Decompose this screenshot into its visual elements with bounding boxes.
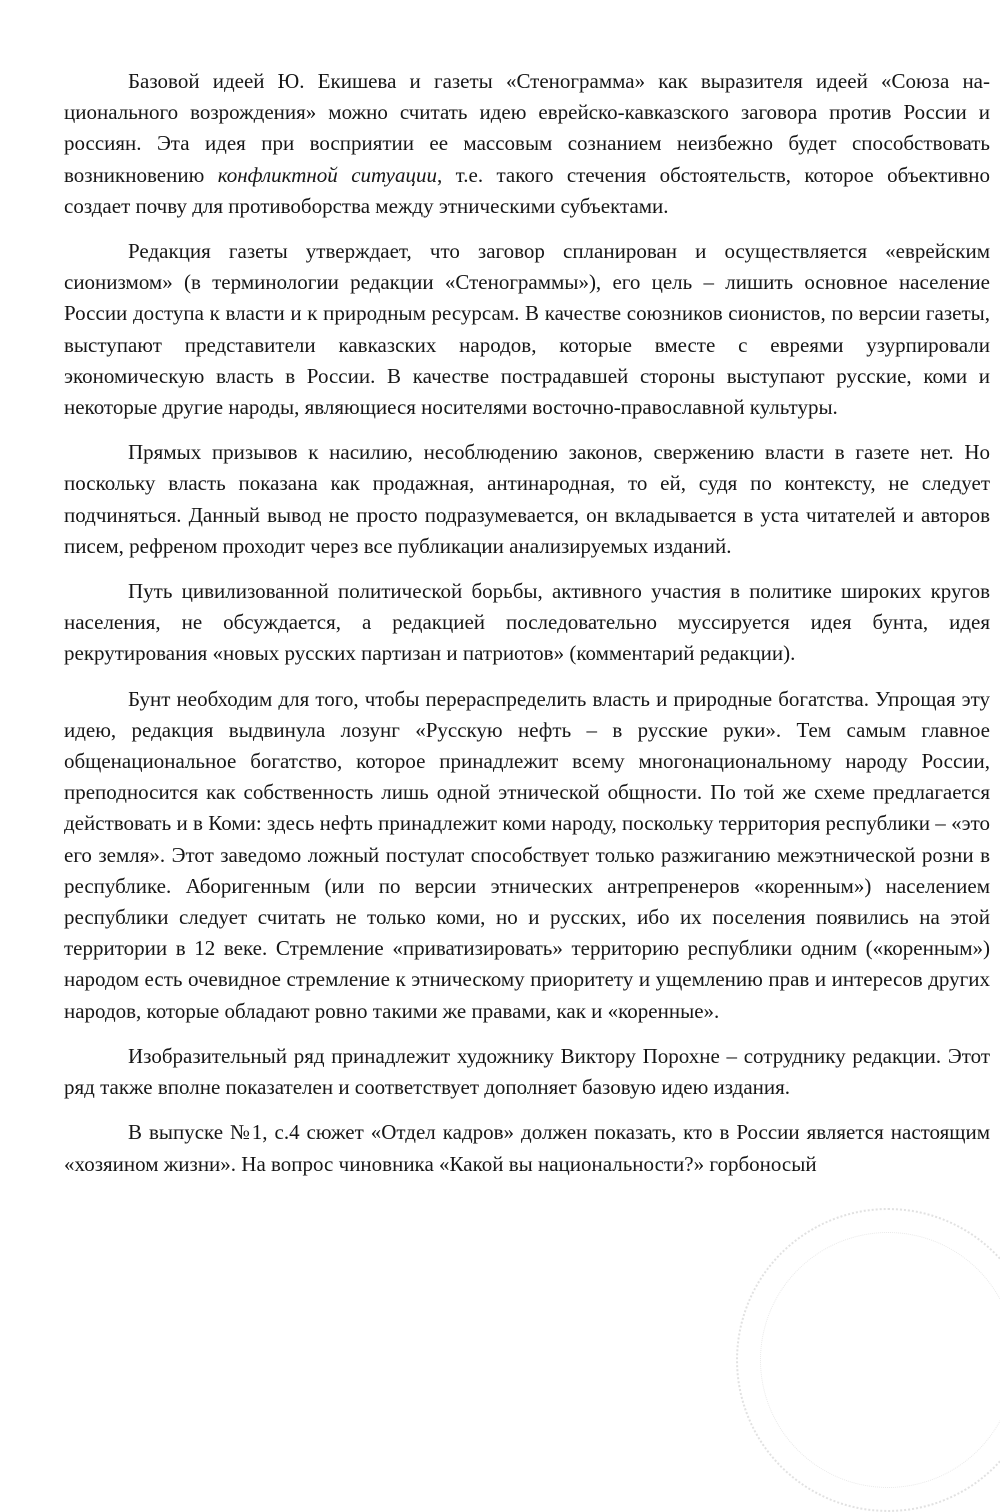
paragraph-3: Прямых призывов к насилию, несоблюдению законов, свержению власти в газете нет. Но поскольку власть показана как продажная, антинародная, то ей, судя по контексту, не следует подчиняться. Данный вывод не просто подразумевается, он вкладывается в уста читателей и авторов писем, рефреном проходит через все публикации анализируемых изданий.: [64, 440, 990, 558]
paragraph-1-emphasis: конфликтной ситуации: [217, 162, 437, 187]
paragraph-5: Бунт необходим для того, чтобы перераспределить власть и природные богатства. Упрощая эту идею, редакция выдвинула лозунг «Русскую нефть – в русские руки». Тем самым главное общенациональное богатство, которое принадлежит всему многонациональному народу России, преподносится как собственность лишь одной этнической общности. По той же схеме предлагается действовать и в Коми: здесь нефть принадлежит коми народу, поскольку территория республики – «это его земля». Этот заведомо ложный постулат способствует только разжиганию межэтнической розни в республике. Аборигенным (или по версии этнических антрепренеров «коренным») населением республики следует считать не только коми, но и русских, ибо их поселения появились на этой территории в 12 веке. Стремление «приватизировать» территорию республики одним («коренным») народом есть очевидное стремление к этническому приоритету и ущемлению прав и интересов других народов, которые обладают ровно такими же правами, как и «коренные».: [64, 686, 990, 1023]
paragraph-1-text-start: Базовой идеей Ю. Екишева и газеты «Стенограмма» как выразителя идеей «Союза национального возрождения» можно считать идею еврейско-кавказского заговора против России и россиян. Эта идея при восприятии ее массовым сознанием неизбежно будет способствовать возникновению: [64, 69, 990, 187]
document-page: [64, 66, 990, 1180]
paragraph-6: Изобразительный ряд принадлежит художнику Виктору Порохне – сотруднику редакции. Этот ряд также вполне показателен и соответствует дополняет базовую идею издания.: [64, 1043, 990, 1100]
paragraph-1: [64, 66, 990, 222]
paragraph-2: Редакция газеты утверждает, что заговор спланирован и осуществляется «еврейским сионизмом» (в терминологии редакции «Стенограммы»), его цель – лишить основное население России доступа к власти и к природным ресурсам. В качестве союзников сионистов, по версии газеты, выступают представители кавказских народов, которые вместе с евреями узурпировали экономическую власть в России. В качестве пострадавшей стороны выступают русские, коми и некоторые другие народы, являющиеся носителями восточно-православной культуры.: [64, 239, 990, 420]
faint-stamp-mark: [736, 1208, 1000, 1512]
paragraph-7: В выпуске №1, с.4 сюжет «Отдел кадров» должен показать, кто в России является настоящим «хозяином жизни». На вопрос чиновника «Какой вы национальности?» горбоносый: [64, 1120, 990, 1176]
paragraph-4: Путь цивилизованной политической борьбы, активного участия в политике широких кругов населения, не обсуждается, а редакцией последовательно муссируется идея бунта, идея рекрутирования «новых русских партизан и патриотов» (комментарий редакции).: [64, 579, 990, 666]
paragraph-1-text-end: , т.е. такого стечения обстоятельств, которое объективно создает почву для противоборства между этническими субъектами.: [64, 162, 990, 218]
